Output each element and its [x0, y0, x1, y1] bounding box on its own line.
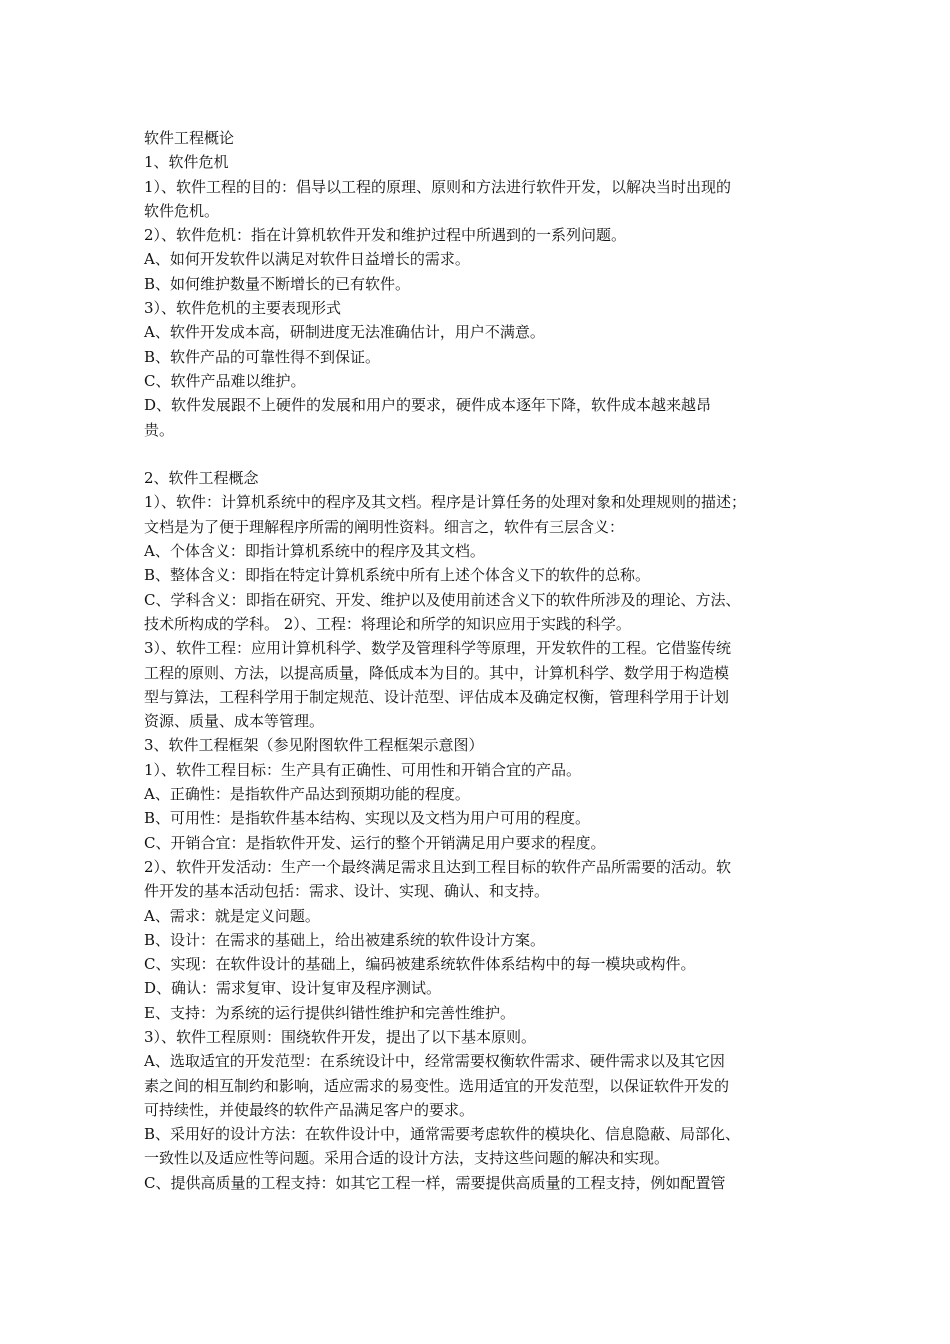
text-line: B、整体含义：即指在特定计算机系统中所有上述个体含义下的软件的总称。	[144, 566, 651, 585]
text-line: 一致性以及适应性等问题。采用合适的设计方法，支持这些问题的解决和实现。	[144, 1149, 670, 1168]
text-line: D、软件发展跟不上硬件的发展和用户的要求，硬件成本逐年下降，软件成本越来越昂	[144, 396, 712, 415]
text-line: 贵。	[144, 420, 175, 439]
document-body	[144, 126, 820, 1195]
text-line: B、软件产品的可靠性得不到保证。	[144, 347, 381, 366]
document-title: 软件工程概论	[144, 129, 235, 147]
text-line: A、需求：就是定义问题。	[144, 906, 320, 925]
text-line: 软件危机。	[144, 201, 220, 220]
text-line: 1）、软件工程目标：生产具有正确性、可用性和开销合宜的产品。	[144, 760, 582, 779]
text-line: E、支持：为系统的运行提供纠错性维护和完善性维护。	[144, 1003, 515, 1022]
text-line: 1）、软件：计算机系统中的程序及其文档。程序是计算任务的处理对象和处理规则的描述；	[144, 493, 747, 512]
text-line: C、软件产品难以维护。	[144, 371, 306, 390]
text-line: 可持续性，并使最终的软件产品满足客户的要求。	[144, 1100, 475, 1119]
text-line: 件开发的基本活动包括：需求、设计、实现、确认、和支持。	[144, 882, 550, 901]
text-line: 3）、软件危机的主要表现形式	[144, 299, 342, 318]
text-line: 技术所构成的学科。 2）、工程：将理论和所学的知识应用于实践的科学。	[144, 614, 631, 633]
text-line: B、可用性：是指软件基本结构、实现以及文档为用户可用的程度。	[144, 809, 591, 828]
text-line: 素之间的相互制约和影响，适应需求的易变性。选用适宜的开发范型，以保证软件开发的	[144, 1076, 730, 1095]
text-line: 2）、软件危机：指在计算机软件开发和维护过程中所遇到的一系列问题。	[144, 226, 627, 245]
text-line: C、提供高质量的工程支持：如其它工程一样，需要提供高质量的工程支持，例如配置管	[144, 1173, 726, 1192]
text-line: 资源、质量、成本等管理。	[144, 712, 325, 731]
text-line: B、设计：在需求的基础上，给出被建系统的软件设计方案。	[144, 930, 546, 949]
text-line: A、如何开发软件以满足对软件日益增长的需求。	[144, 250, 470, 269]
text-line: A、个体含义：即指计算机系统中的程序及其文档。	[144, 542, 485, 561]
text-line: 文档是为了便于理解程序所需的阐明性资料。细言之，软件有三层含义：	[144, 517, 625, 536]
text-line: 3）、软件工程原则：围绕软件开发，提出了以下基本原则。	[144, 1027, 537, 1046]
text-line: 1、软件危机	[144, 153, 229, 172]
section-heading: 2、软件工程概念	[144, 469, 259, 488]
text-line: 工程的原则、方法，以提高质量，降低成本为目的。其中，计算机科学、数学用于构造模	[144, 663, 730, 682]
text-line: B、采用好的设计方法：在软件设计中，通常需要考虑软件的模块化、信息隐蔽、局部化、	[144, 1125, 741, 1144]
text-line: C、学科含义：即指在研究、开发、维护以及使用前述含义下的软件所涉及的理论、方法、	[144, 590, 741, 609]
text-line: B、如何维护数量不断增长的已有软件。	[144, 274, 411, 293]
text-line: 2）、软件开发活动：生产一个最终满足需求且达到工程目标的软件产品所需要的活动。软	[144, 857, 732, 876]
blank-line	[144, 442, 820, 466]
text-line: 型与算法，工程科学用于制定规范、设计范型、评估成本及确定权衡，管理科学用于计划	[144, 687, 730, 706]
text-line: 1）、软件工程的目的：倡导以工程的原理、原则和方法进行软件开发，以解决当时出现的	[144, 177, 732, 196]
text-line: A、选取适宜的开发范型：在系统设计中，经常需要权衡软件需求、硬件需求以及其它因	[144, 1052, 725, 1071]
text-line: C、实现：在软件设计的基础上，编码被建系统软件体系结构中的每一模块或构件。	[144, 955, 696, 974]
text-line: C、开销合宜：是指软件开发、运行的整个开销满足用户要求的程度。	[144, 833, 606, 852]
text-line: A、软件开发成本高，研制进度无法准确估计，用户不满意。	[144, 323, 545, 342]
text-line: A、正确性：是指软件产品达到预期功能的程度。	[144, 785, 470, 804]
text-line: 3）、软件工程：应用计算机科学、数学及管理科学等原理，开发软件的工程。它借鉴传统	[144, 639, 732, 658]
section-heading: 3、软件工程框架（参见附图软件工程框架示意图）	[144, 736, 484, 755]
text-line: D、确认：需求复审、设计复审及程序测试。	[144, 979, 442, 998]
